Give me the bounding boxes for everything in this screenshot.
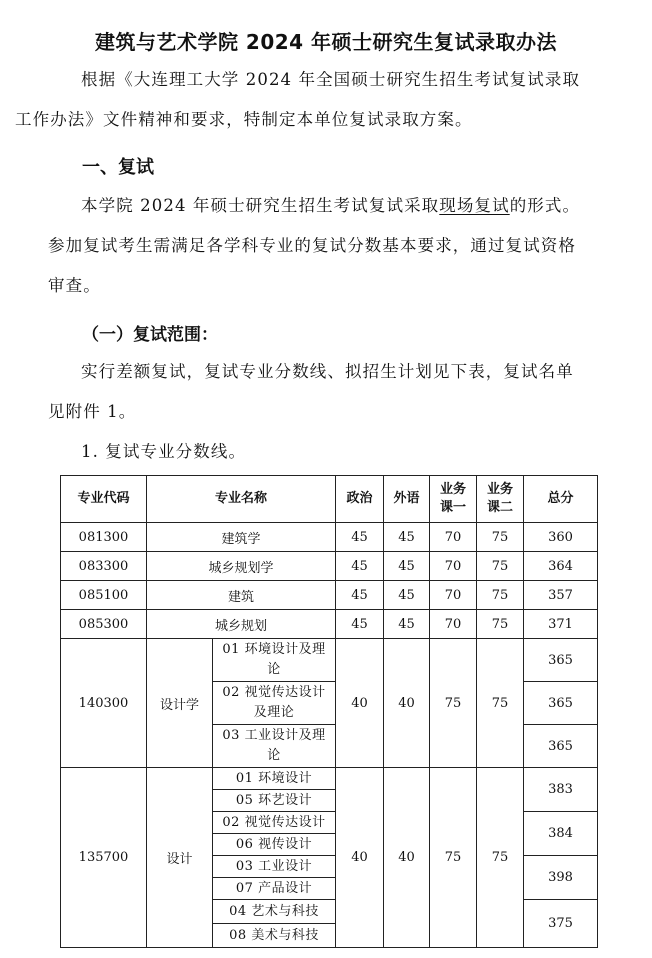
header-course1: 业务 课一 — [430, 476, 477, 523]
cell-course1: 70 — [430, 552, 477, 581]
cell-politics: 45 — [336, 610, 384, 639]
cell-course2: 75 — [477, 581, 524, 610]
header-course2: 业务 课二 — [477, 476, 524, 523]
cell-name: 城乡规划 — [147, 610, 336, 639]
scope-item-1: 1. 复试专业分数线。 — [81, 442, 247, 461]
table-row — [61, 610, 598, 639]
scope-line-2: 见附件 1。 — [48, 402, 137, 421]
cell-code: 135700 — [61, 768, 147, 948]
retest-line-2: 参加复试考生需满足各学科专业的复试分数基本要求，通过复试资格 — [48, 236, 576, 255]
cell-direction: 03 工业设计及理 论 — [213, 725, 336, 768]
score-table — [60, 475, 598, 948]
cell-direction: 08 美术与科技 — [213, 924, 336, 948]
retest-paragraph — [48, 186, 604, 306]
cell-course2: 75 — [477, 552, 524, 581]
header-total: 总分 — [524, 476, 598, 523]
cell-course2: 75 — [477, 523, 524, 552]
cell-name: 建筑学 — [147, 523, 336, 552]
cell-code: 140300 — [61, 639, 147, 768]
cell-direction: 06 视传设计 — [213, 834, 336, 856]
cell-foreign: 40 — [384, 639, 430, 768]
cell-code: 083300 — [61, 552, 147, 581]
page-title: 建筑与艺术学院 2024 年硕士研究生复试录取办法 — [94, 30, 558, 54]
cell-course1: 70 — [430, 523, 477, 552]
cell-total: 360 — [524, 523, 598, 552]
cell-name: 城乡规划学 — [147, 552, 336, 581]
cell-code: 081300 — [61, 523, 147, 552]
cell-direction: 01 环境设计 — [213, 768, 336, 790]
cell-course1: 75 — [430, 768, 477, 948]
cell-politics: 40 — [336, 768, 384, 948]
table-row — [61, 552, 598, 581]
cell-foreign: 45 — [384, 581, 430, 610]
cell-direction: 02 视觉传达设计 及理论 — [213, 682, 336, 725]
cell-direction: 05 环艺设计 — [213, 790, 336, 812]
cell-total: 398 — [524, 856, 598, 900]
scope-line-1: 实行差额复试，复试专业分数线、拟招生计划见下表，复试名单 — [81, 362, 574, 381]
cell-name: 设计 — [147, 768, 213, 948]
cell-direction: 07 产品设计 — [213, 878, 336, 900]
table-row — [61, 581, 598, 610]
table-row — [61, 768, 598, 790]
cell-total: 383 — [524, 768, 598, 812]
cell-total: 357 — [524, 581, 598, 610]
cell-course2: 75 — [477, 768, 524, 948]
cell-foreign: 40 — [384, 768, 430, 948]
intro-line-1: 根据《大连理工大学 2024 年全国硕士研究生招生考试复试录取 — [81, 70, 581, 89]
cell-total: 365 — [524, 639, 598, 682]
retest-line-3: 审查。 — [48, 276, 101, 295]
retest-line-1: 本学院 2024 年硕士研究生招生考试复试采取现场复试的形式。 — [81, 196, 581, 215]
cell-course1: 70 — [430, 610, 477, 639]
cell-foreign: 45 — [384, 552, 430, 581]
cell-total: 365 — [524, 682, 598, 725]
cell-politics: 45 — [336, 523, 384, 552]
cell-direction: 04 艺术与科技 — [213, 900, 336, 924]
cell-course1: 75 — [430, 639, 477, 768]
intro-line-2: 工作办法》文件精神和要求，特制定本单位复试录取方案。 — [15, 110, 473, 129]
cell-course2: 75 — [477, 610, 524, 639]
cell-foreign: 45 — [384, 523, 430, 552]
header-foreign: 外语 — [384, 476, 430, 523]
cell-course2: 75 — [477, 639, 524, 768]
cell-direction: 03 工业设计 — [213, 856, 336, 878]
table-header-row — [61, 476, 598, 523]
header-code: 专业代码 — [61, 476, 147, 523]
cell-name: 建筑 — [147, 581, 336, 610]
header-name: 专业名称 — [147, 476, 336, 523]
cell-course1: 70 — [430, 581, 477, 610]
cell-direction: 02 视觉传达设计 — [213, 812, 336, 834]
cell-politics: 45 — [336, 552, 384, 581]
header-politics: 政治 — [336, 476, 384, 523]
cell-total: 384 — [524, 812, 598, 856]
cell-code: 085300 — [61, 610, 147, 639]
cell-total: 365 — [524, 725, 598, 768]
scope-paragraph — [48, 352, 604, 472]
cell-direction: 01 环境设计及理 论 — [213, 639, 336, 682]
subsection-heading-scope: （一）复试范围： — [82, 325, 218, 345]
table-row — [61, 523, 598, 552]
cell-total: 375 — [524, 900, 598, 948]
onsite-retest-term: 现场复试 — [439, 196, 510, 215]
intro-paragraph — [15, 60, 604, 140]
cell-politics: 40 — [336, 639, 384, 768]
cell-total: 371 — [524, 610, 598, 639]
section-heading-retest: 一、复试 — [82, 157, 154, 178]
cell-code: 085100 — [61, 581, 147, 610]
table-row — [61, 639, 598, 682]
cell-total: 364 — [524, 552, 598, 581]
cell-politics: 45 — [336, 581, 384, 610]
cell-name: 设计学 — [147, 639, 213, 768]
cell-foreign: 45 — [384, 610, 430, 639]
